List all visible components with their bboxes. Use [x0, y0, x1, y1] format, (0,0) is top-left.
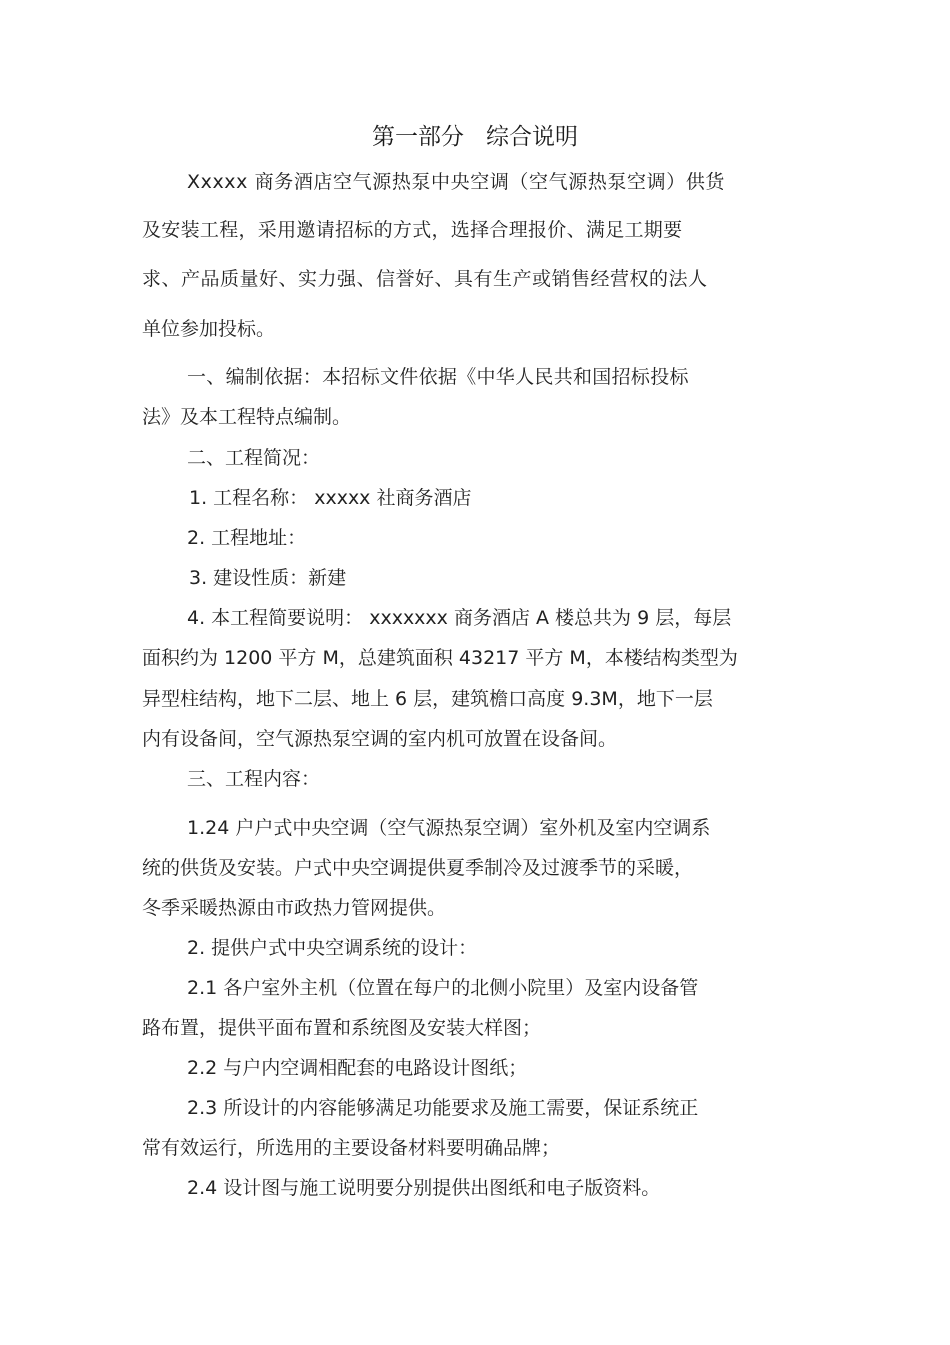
paragraph-line: 一、编制依据：本招标文件依据《中华人民共和国招标投标 — [187, 366, 689, 388]
paragraph-line: 求、产品质量好、实力强、信誉好、具有生产或销售经营权的法人 — [142, 268, 708, 290]
paragraph-line: 面积约为 1200 平方 M，总建筑面积 43217 平方 M，本楼结构类型为 — [142, 647, 738, 669]
list-item: 2. 工程地址： — [187, 527, 307, 549]
page-title: 第一部分 综合说明 — [372, 124, 578, 150]
paragraph-line: 单位参加投标。 — [142, 318, 276, 340]
paragraph-line: 统的供货及安装。户式中央空调提供夏季制冷及过渡季节的采暖， — [142, 857, 694, 879]
paragraph-line: 内有设备间，空气源热泵空调的室内机可放置在设备间。 — [142, 728, 618, 750]
paragraph-line: 法》及本工程特点编制。 — [142, 406, 352, 428]
paragraph-line: 及安装工程，采用邀请招标的方式，选择合理报价、满足工期要 — [142, 219, 683, 241]
list-item: 4. 本工程简要说明： xxxxxxx 商务酒店 A 楼总共为 9 层，每层 — [187, 607, 732, 629]
list-item: 2. 提供户式中央空调系统的设计： — [187, 937, 478, 959]
list-item: 1. 工程名称： xxxxx 社商务酒店 — [189, 487, 472, 509]
list-item: 1.24 户户式中央空调（空气源热泵空调）室外机及室内空调系 — [187, 817, 711, 839]
paragraph-line: Xxxxx 商务酒店空气源热泵中央空调（空气源热泵空调）供货 — [187, 171, 726, 193]
paragraph-line: 常有效运行，所选用的主要设备材料要明确品牌； — [142, 1137, 561, 1159]
list-item: 2.4 设计图与施工说明要分别提供出图纸和电子版资料。 — [187, 1177, 661, 1199]
section-heading: 二、工程简况： — [187, 447, 321, 469]
paragraph-line: 路布置，提供平面布置和系统图及安装大样图； — [142, 1017, 542, 1039]
list-item: 3. 建设性质：新建 — [189, 567, 347, 589]
list-item: 2.1 各户室外主机（位置在每户的北侧小院里）及室内设备管 — [187, 977, 699, 999]
list-item: 2.2 与户内空调相配套的电路设计图纸； — [187, 1057, 528, 1079]
list-item: 2.3 所设计的内容能够满足功能要求及施工需要，保证系统正 — [187, 1097, 699, 1119]
paragraph-line: 冬季采暖热源由市政热力管网提供。 — [142, 897, 447, 919]
section-heading: 三、工程内容： — [187, 768, 321, 790]
paragraph-line: 异型柱结构，地下二层、地上 6 层，建筑檐口高度 9.3M，地下一层 — [142, 688, 713, 710]
